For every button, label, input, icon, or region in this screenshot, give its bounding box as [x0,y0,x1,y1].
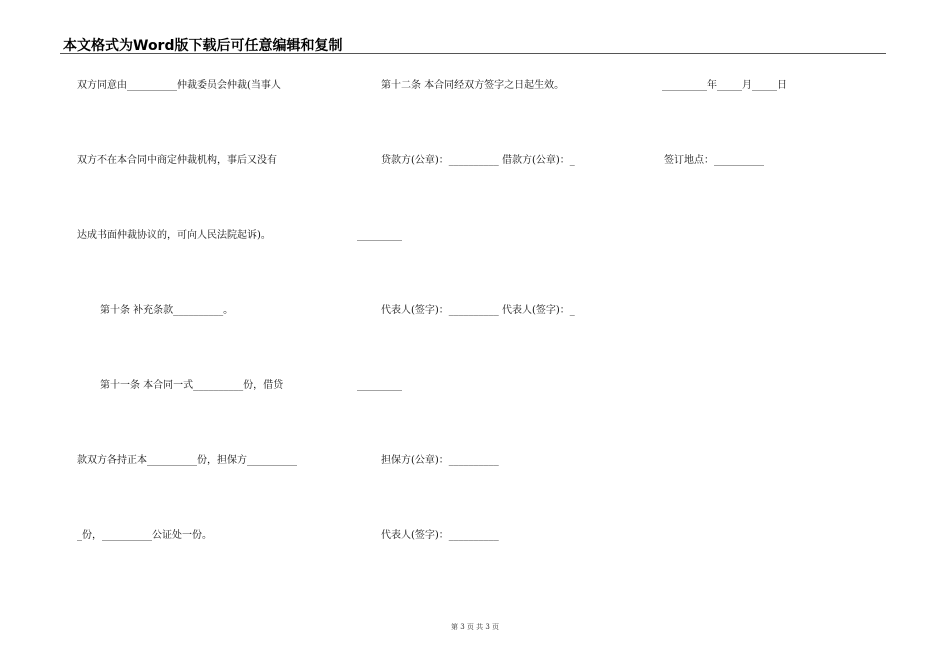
left-text-line-1: 双方同意由__________仲裁委员会仲裁(当事人 [77,80,281,91]
left-text-line-5: 第十一条 本合同一式__________份，借贷 [100,380,284,391]
header-divider [60,53,886,54]
left-text-line-7: _份，__________公证处一份。 [77,530,212,541]
middle-text-line-1: 第十二条 本合同经双方签字之日起生效。 [381,80,565,91]
middle-text-line-7: 代表人(签字)：__________ [381,530,499,541]
right-text-line-1: _________年_____月_____日 [662,80,787,91]
left-text-line-6: 款双方各持正本__________份，担保方__________ [77,455,297,466]
middle-text-line-2: 贷款方(公章)：__________ 借款方(公章)：_ [381,155,575,166]
document-header-title: 本文格式为Word版下载后可任意编辑和复制 [63,38,343,54]
page-footer: 第 3 页 共 3 页 [450,623,500,631]
right-text-line-2: 签订地点：__________ [664,155,764,166]
middle-text-line-5: _________ [357,380,402,391]
left-text-line-2: 双方不在本合同中商定仲裁机构，事后又没有 [77,155,277,166]
left-text-line-4: 第十条 补充条款__________。 [100,305,234,316]
middle-text-line-3: _________ [357,230,402,241]
middle-text-line-6: 担保方(公章)：__________ [381,455,499,466]
middle-text-line-4: 代表人(签字)：__________ 代表人(签字)：_ [381,305,575,316]
left-text-line-3: 达成书面仲裁协议的，可向人民法院起诉)。 [77,230,271,241]
